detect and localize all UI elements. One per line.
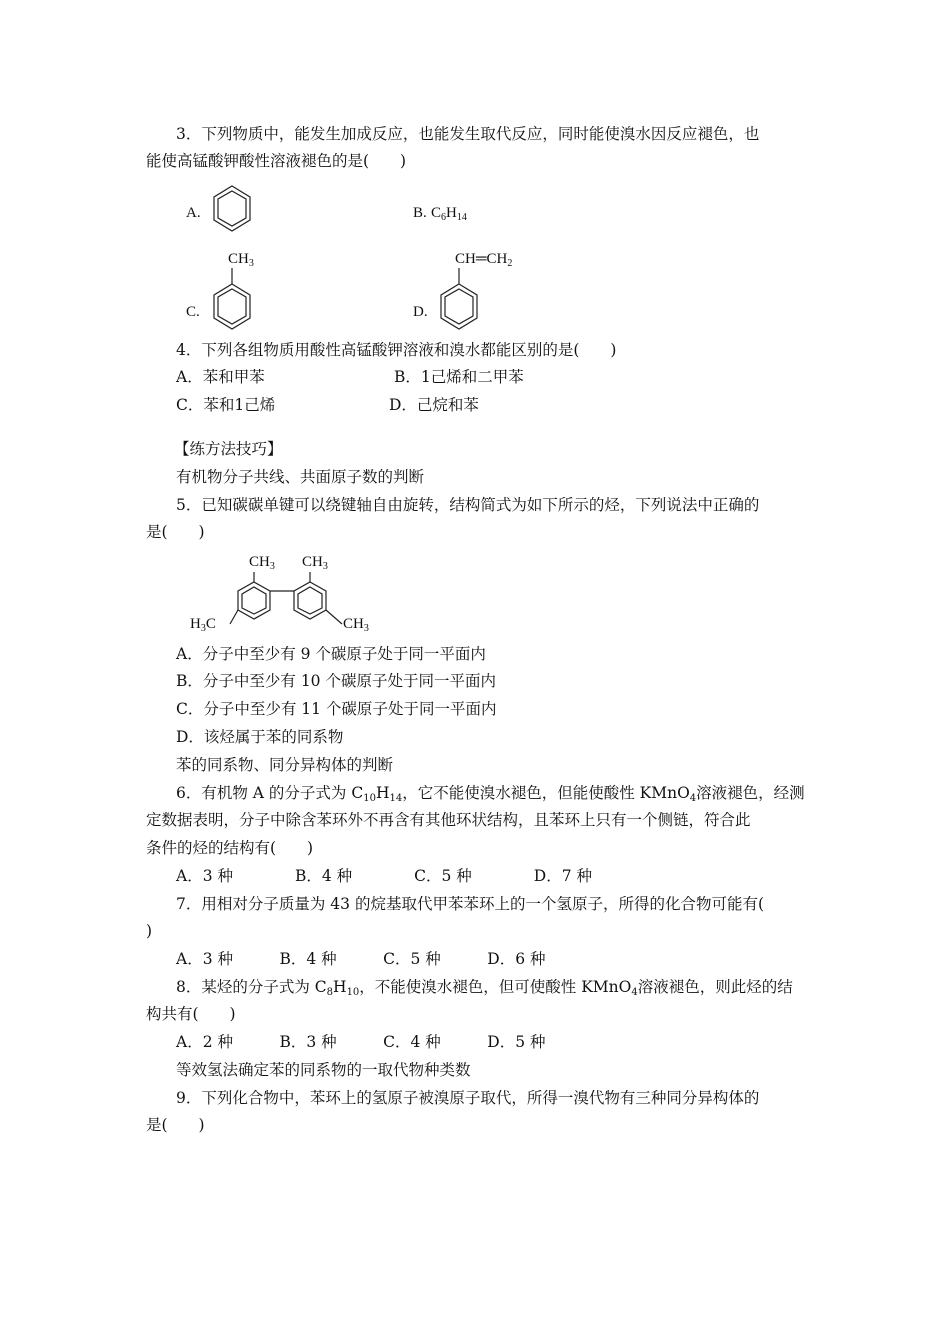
q3-option-a-label: A. bbox=[186, 205, 201, 221]
q6-stem-line2: 定数据表明，分子中除含苯环外不再含有其他环状结构，且苯环上只有一个侧链，符合此 bbox=[146, 811, 751, 829]
q9-stem-line2: 是( ) bbox=[146, 1116, 205, 1134]
styrene-structure-icon bbox=[439, 268, 479, 338]
q4-option-d: D．己烷和苯 bbox=[389, 396, 479, 414]
section-heading: 【练方法技巧】 bbox=[174, 440, 283, 458]
q8-stem-line2: 构共有( ) bbox=[146, 1005, 236, 1023]
q9-stem-line1: 9．下列化合物中，苯环上的氢原子被溴原子取代，所得一溴代物有三种同分异构体的 bbox=[176, 1089, 760, 1107]
q4-option-a: A．苯和甲苯 bbox=[176, 368, 265, 386]
topic-equivalent-hydrogen: 等效氢法确定苯的同系物的一取代物种类数 bbox=[176, 1061, 471, 1079]
benzene-ring-icon bbox=[212, 184, 252, 234]
q4-option-b: B．1己烯和二甲苯 bbox=[394, 368, 524, 386]
q5-struct-ch3-right: $CH_3$ bbox=[343, 616, 369, 634]
q5-struct-ch3-top-left: $CH_3$ bbox=[249, 554, 275, 572]
q6-stem-line1: 6．有机物 A 的分子式为 $C_{10}H_{14}$，它不能使溴水褪色，但能使酸性 KMnO$_4$溶液褪色，经测 bbox=[176, 784, 805, 804]
q5-option-d: D．该烃属于苯的同系物 bbox=[176, 728, 344, 746]
q3-stem-line1: 3．下列物质中，能发生加成反应，也能发生取代反应，同时能使溴水因反应褪色，也 bbox=[176, 125, 760, 143]
toluene-structure-icon bbox=[212, 268, 252, 338]
q5-option-c: C．分子中至少有 11 个碳原子处于同一平面内 bbox=[176, 700, 497, 718]
q3-option-c-methyl-group: $CH_3$ bbox=[228, 251, 254, 269]
q3-option-c-label: C. bbox=[186, 304, 200, 320]
topic-homologs: 苯的同系物、同分异构体的判断 bbox=[176, 756, 394, 774]
q4-option-c: C．苯和1己烯 bbox=[176, 396, 276, 414]
biphenyl-structure-icon bbox=[224, 570, 354, 642]
q3-stem-line2: 能使高锰酸钾酸性溶液褪色的是( ) bbox=[146, 152, 407, 170]
q5-option-b: B．分子中至少有 10 个碳原子处于同一平面内 bbox=[176, 672, 496, 690]
q5-struct-ch3-top-right: $CH_3$ bbox=[302, 554, 328, 572]
topic-coplanar: 有机物分子共线、共面原子数的判断 bbox=[176, 468, 425, 486]
q3-option-b-formula: $C_6H_{14}$ bbox=[431, 205, 467, 223]
q7-options: A．3 种 B．4 种 C．5 种 D．6 种 bbox=[176, 950, 546, 968]
q4-stem: 4．下列各组物质用酸性高锰酸钾溶液和溴水都能区别的是( ) bbox=[176, 341, 617, 359]
q5-stem-line1: 5．已知碳碳单键可以绕键轴自由旋转，结构简式为如下所示的烃，下列说法中正确的 bbox=[176, 496, 760, 514]
q8-options: A．2 种 B．3 种 C．4 种 D．5 种 bbox=[176, 1033, 546, 1051]
q7-stem-line2: ) bbox=[146, 922, 153, 940]
q5-option-a: A．分子中至少有 9 个碳原子处于同一平面内 bbox=[176, 645, 486, 663]
q8-stem-line1: 8．某烃的分子式为 $C_8H_{10}$，不能使溴水褪色，但可使酸性 KMnO$_4$溶液褪色，则此烃的结 bbox=[176, 978, 793, 998]
q5-struct-h3c-left: $H_3C$ bbox=[190, 616, 216, 634]
q5-stem-line2: 是( ) bbox=[146, 523, 205, 541]
q6-options: A．3 种 B．4 种 C．5 种 D．7 种 bbox=[176, 867, 593, 885]
q3-option-b-label: B. bbox=[413, 205, 427, 221]
q7-stem-line1: 7．用相对分子质量为 43 的烷基取代甲苯苯环上的一个氢原子，所得的化合物可能有( bbox=[176, 895, 764, 913]
q6-stem-line3: 条件的烃的结构有( ) bbox=[146, 839, 314, 857]
q3-option-d-label: D. bbox=[413, 304, 428, 320]
q3-option-d-vinyl-group: $CH═CH_2$ bbox=[455, 251, 513, 269]
